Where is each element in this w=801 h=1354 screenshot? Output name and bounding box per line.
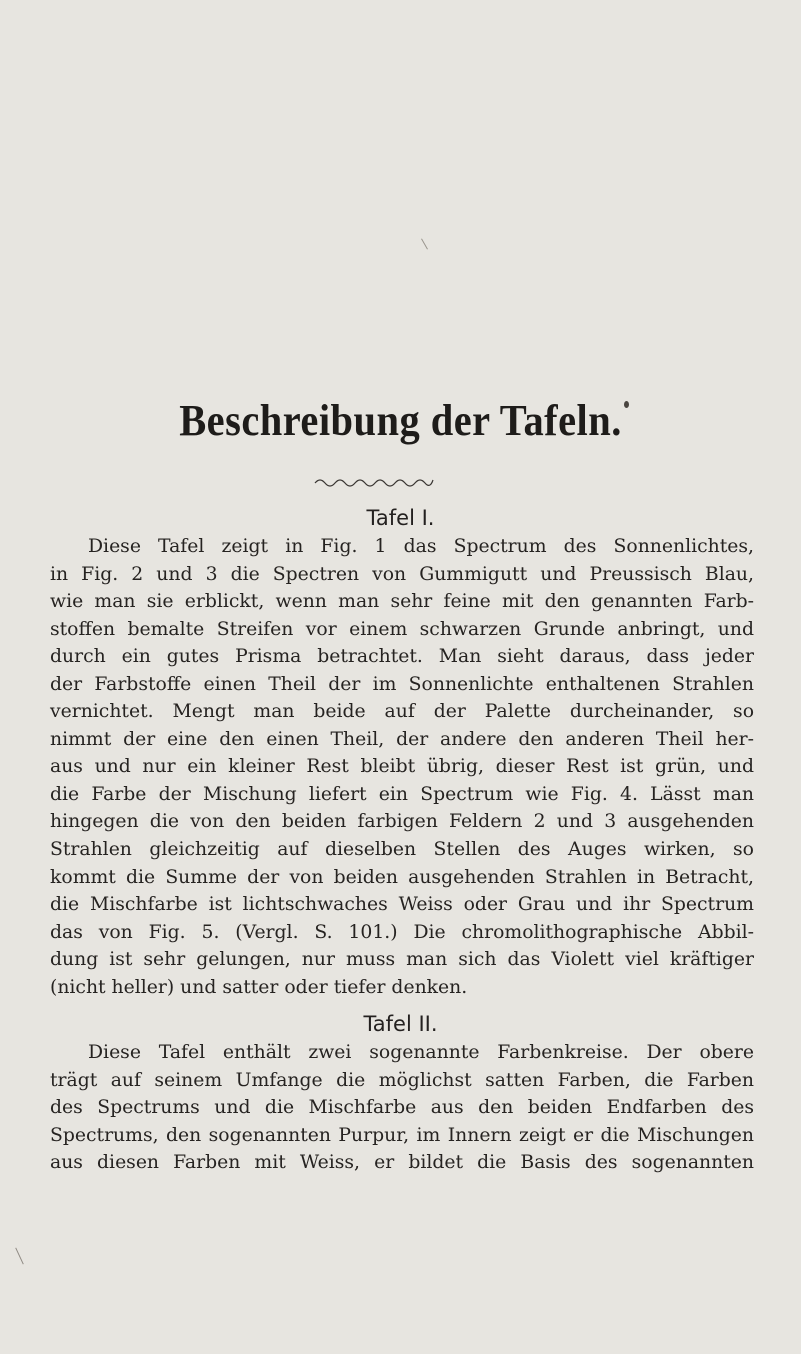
text-line: Diese Tafel enthält zwei sogenannte Farbenkreise. Der obere xyxy=(88,1042,754,1063)
paragraph-tafel-2 xyxy=(50,1039,754,1177)
text-line: dung ist sehr gelungen, nur muss man sich das Violett viel kräftiger xyxy=(50,949,754,971)
text-line: Spectrums, den sogenannten Purpur, im Innern zeigt er die Mischungen xyxy=(50,1124,754,1146)
text-line: in Fig. 2 und 3 die Spectren von Gummigutt und Preussisch Blau, xyxy=(50,563,754,585)
text-line: wie man sie erblickt, wenn man sehr feine mit den genannten Farb- xyxy=(50,591,754,613)
text-line: der Farbstoffe einen Theil der im Sonnenlichte enthaltenen Strahlen xyxy=(50,673,754,695)
paragraph-tafel-1 xyxy=(50,533,754,1001)
text-line: aus und nur ein kleiner Rest bleibt übrig, dieser Rest ist grün, und xyxy=(50,756,754,778)
text-line: das von Fig. 5. (Vergl. S. 101.) Die chromolithographische Abbil- xyxy=(50,921,754,943)
section-heading-tafel-1: Tafel I. xyxy=(366,506,435,530)
text-line: vernichtet. Mengt man beide auf der Palette durcheinander, so xyxy=(50,701,754,723)
text-line: die Farbe der Mischung liefert ein Spectrum wie Fig. 4. Lässt man xyxy=(50,783,754,805)
wavy-divider-ornament xyxy=(313,474,435,488)
text-line: durch ein gutes Prisma betrachtet. Man sieht daraus, dass jeder xyxy=(50,646,754,668)
stray-mark xyxy=(421,239,428,250)
page-title: Beschreibung der Tafeln. xyxy=(179,396,622,445)
text-line: (nicht heller) und satter oder tiefer denken. xyxy=(50,976,468,998)
text-line: Diese Tafel zeigt in Fig. 1 das Spectrum des Sonnenlichtes, xyxy=(88,536,754,557)
text-line: Strahlen gleichzeitig auf dieselben Stellen des Auges wirken, so xyxy=(50,839,754,861)
text-line: nimmt der eine den einen Theil, der andere den anderen Theil her- xyxy=(50,728,754,750)
text-line: stoffen bemalte Streifen vor einem schwarzen Grunde anbringt, und xyxy=(50,618,754,640)
text-line: hingegen die von den beiden farbigen Feldern 2 und 3 ausgehenden xyxy=(50,811,754,833)
text-line: aus diesen Farben mit Weiss, er bildet die Basis des sogenannten xyxy=(50,1152,754,1174)
text-line: die Mischfarbe ist lichtschwaches Weiss oder Grau und ihr Spectrum xyxy=(50,894,754,916)
section-heading-tafel-2: Tafel II. xyxy=(363,1012,438,1036)
stray-mark xyxy=(15,1248,24,1265)
text-line: trägt auf seinem Umfange die möglichst satten Farben, die Farben xyxy=(50,1069,754,1091)
text-line: des Spectrums und die Mischfarbe aus den beiden Endfarben des xyxy=(50,1097,754,1119)
text-line: kommt die Summe der von beiden ausgehenden Strahlen in Betracht, xyxy=(50,866,754,888)
